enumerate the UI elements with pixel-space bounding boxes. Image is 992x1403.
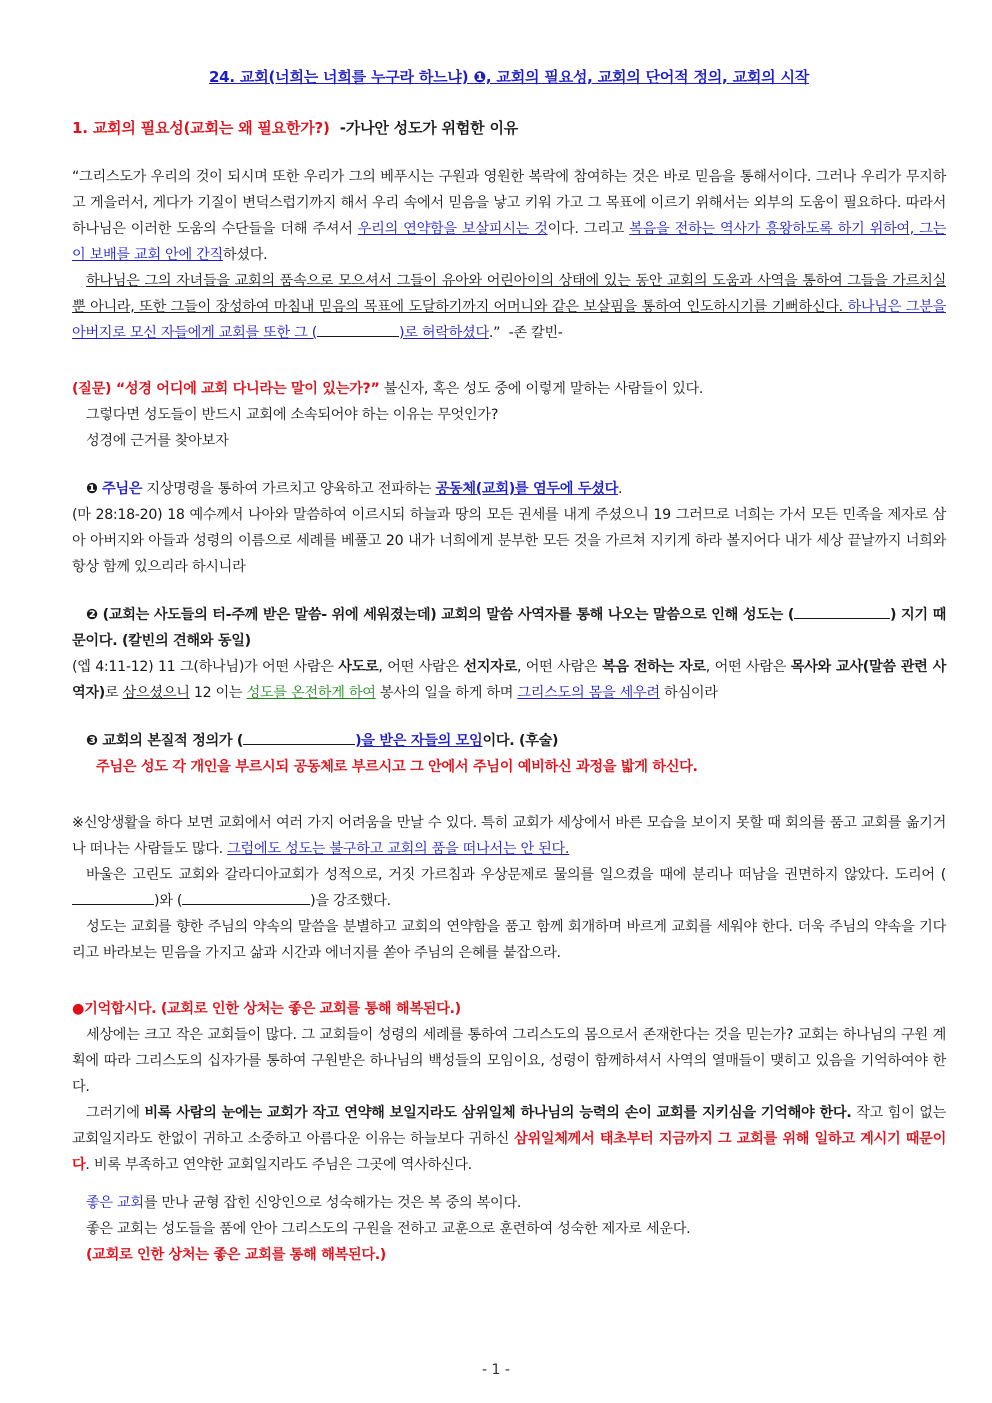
point-1-subject: 주님은: [101, 481, 143, 497]
question-label: (질문) “성경 어디에 교회 다니라는 말이 있는가?”: [72, 381, 380, 397]
remember-red-bold: 삼위일체께서 태초부터 지금까지 그 교회를 위해 일하고 계시기 때문이다: [72, 1131, 946, 1173]
section-heading-sub: -가나안 성도가 위험한 이유: [339, 119, 519, 137]
point-3-red-line: 주님은 성도 각 개인을 부르시되 공동체로 부르시고 그 안에서 주님이 예비하신 과정을 밟게 하신다.: [96, 759, 698, 775]
note-text: 바울은 고린도 교회와 갈라디아교회가 성적으로, 거짓 가르침과 우상문제로 물의를 일으켰을 때에 분리나 떠남을 권면하지 않았다. 도리어 (: [86, 867, 946, 883]
point-3: [72, 728, 946, 754]
verse-text: 12 이는: [189, 685, 247, 701]
remember-bold: 비록 사람의 눈에는 교회가 작고 연약해 보일지라도 삼위일체 하나님의 능력의 손이 교회를 지키심을 기억해야 한다.: [144, 1105, 852, 1121]
verse-appointed: 삼으셨으니: [122, 685, 190, 701]
note-paragraph-2: [72, 862, 946, 914]
question-line-2: 그렇다면 성도들이 반드시 교회에 소속되어야 하는 이유는 무엇인가?: [86, 407, 499, 423]
point-number: ❷: [86, 607, 98, 623]
page-title: 24. 교회(너희는 너희를 누구라 하느냐) ❶, 교회의 필요성, 교회의 단어적 정의, 교회의 시작: [208, 68, 810, 86]
fill-blank[interactable]: [317, 321, 399, 337]
verse-equip: 성도를 온전하게 하여: [246, 685, 376, 701]
remember-heading: ●기억합시다. (교회로 인한 상처는 좋은 교회를 통해 해복된다.): [72, 1001, 461, 1017]
fill-blank[interactable]: [72, 889, 154, 905]
verse-pastor: 목사와 교사(말씀 관련 사역자): [72, 659, 946, 701]
fill-blank[interactable]: [243, 729, 355, 745]
fill-blank[interactable]: [794, 603, 890, 619]
verse-build: 그리스도의 몸을 세우려: [517, 685, 660, 701]
verse-prophet: 선지자로: [463, 659, 517, 675]
point-1: [72, 476, 946, 502]
good-church: 좋은 교회: [86, 1195, 144, 1211]
remember-text: . 비록 부족하고 연약한 교회일지라도 주님은 그곳에 역사하신다.: [85, 1157, 472, 1173]
page-number: - 1 -: [482, 1362, 510, 1378]
point-3-highlight: )을 받은 자들의 모임: [355, 733, 483, 749]
verse-text: (엡 4:11-12) 11 그(하나님)가 어떤 사람은: [72, 659, 339, 675]
point-1-text: 지상명령을 통하여 가르치고 양육하고 전파하는: [142, 481, 436, 497]
point-3-text-end: 이다. (후술): [482, 733, 559, 749]
note-text: )을 강조했다.: [310, 893, 391, 909]
verse-text: 하심이라: [659, 685, 718, 701]
point-3-text: 교회의 본질적 정의가 (: [102, 733, 244, 749]
remember-text: 그러기에: [86, 1105, 145, 1121]
question-line: [72, 376, 946, 402]
verse-text: , 어떤 사람은: [517, 659, 602, 675]
remember-closing: (교회로 인한 상처는 좋은 교회를 통해 해복된다.): [86, 1247, 386, 1263]
point-2-text-end: ) 지기 때문이다. (칼빈의 견해와 동일): [72, 607, 947, 649]
note-highlight: 그럼에도 성도는 불구하고 교회의 품을 떠나서는 안 된다.: [227, 841, 570, 857]
verse-text: 로: [105, 685, 123, 701]
remember-paragraph-2: [72, 1100, 946, 1178]
calvin-text: “그리스도가 우리의 것이 되시며 또한 우리가 그의 베푸시는 구원과 영원한 복락에 참여하는 것은 바로 믿음을 통해서이다. 그러나 우리가 무지하고 게을러서, 게다가 기질이 변덕스럽기까지 해서 우리 속에서 믿음을 낳고 키워 가고 그 목표에 이르기 위해서는 외부의 도움이 필요하다. 따라서 하나님은 이러한 도움의 수단들을 더해 주셔서: [72, 169, 946, 237]
point-1-focus: 공동체(교회)를 염두에 두셨다: [435, 481, 619, 497]
document-page: [72, 62, 946, 1268]
section-heading-main: 1. 교회의 필요성(교회는 왜 필요한가?): [72, 119, 330, 137]
calvin-text: .”: [488, 325, 501, 341]
verse-apostle: 사도로: [338, 659, 379, 675]
calvin-highlight-church-end: )로 허락하셨다: [398, 325, 489, 341]
remember-paragraph-3: [72, 1190, 946, 1216]
verse-text: 봉사의 일을 하게 하며: [375, 685, 518, 701]
calvin-highlight-church: 하나님은 그분을 아버지로 모신 자들에게 교회를 또한 그 (: [72, 299, 947, 341]
calvin-author: -존 칼빈-: [508, 325, 563, 341]
verse-text: , 어떤 사람은: [705, 659, 791, 675]
note-text: )와 (: [154, 893, 183, 909]
note-text: ※신앙생활을 하다 보면 교회에서 여러 가지 어려움을 만날 수 있다. 특히 교회가 세상에서 바른 모습을 보이지 못할 때 회의를 품고 교회를 옮기거나 떠나는 사람들도 많다.: [72, 815, 946, 857]
remember-paragraph-4: 좋은 교회는 성도들을 품에 안아 그리스도의 구원을 전하고 교훈으로 훈련하여 성숙한 제자로 세운다.: [86, 1221, 691, 1237]
point-number: ❶: [86, 481, 98, 497]
calvin-text-underlined: 하나님은 그의 자녀들을 교회의 품속으로 모으셔서 그들이 유아와 어린아이의 상태에 있는 동안 교회의 도움과 사역을 통하여 그들을 가르치실 뿐 아니라, 또한 그들이 장성하여 마침내 믿음의 목표에 도달하기까지 어머니와 같은 보살핌을 통하여 인도하시기를 기뻐하신다.: [72, 273, 946, 315]
remember-text: 를 만나 균형 잡힌 신앙인으로 성숙해가는 것은 복 중의 복이다.: [143, 1195, 522, 1211]
question-text: 불신자, 혹은 성도 중에 이렇게 말하는 사람들이 있다.: [379, 381, 704, 397]
point-2-verse: [72, 654, 946, 706]
question-line-3: 성경에 근거를 찾아보자: [86, 433, 229, 449]
calvin-highlight-care: 우리의 연약함을 보살피시는 것: [357, 221, 548, 237]
note-paragraph-3: 성도는 교회를 향한 주님의 약속의 말씀을 분별하고 교회의 연약함을 품고 함께 회개하며 바르게 교회를 세워야 한다. 더욱 주님의 약속을 기다리고 바라보는 믿음을 가지고 삶과 시간과 에너지를 쏟아 주님의 은혜를 붙잡으라.: [72, 919, 946, 961]
calvin-quote-paragraph-2: [72, 268, 946, 346]
section-heading: [72, 117, 946, 138]
point-2: [72, 602, 946, 654]
point-2-text: (교회는 사도들의 터-주께 받은 말씀- 위에 세워졌는데) 교회의 말씀 사역자를 통해 나오는 말씀으로 인해 성도는 (: [102, 607, 795, 623]
point-1-verse: (마 28:18-20) 18 예수께서 나아와 말씀하여 이르시되 하늘과 땅의 모든 권세를 내게 주셨으니 19 그러므로 너희는 가서 모든 민족을 제자로 삼아 아버지와 아들과 성령의 이름으로 세례를 베풀고 20 내가 너희에게 분부한 모든 것을 가르쳐 지키게 하라 볼지어다 내가 세상 끝날까지 너희와 항상 함께 있으리라 하시니라: [72, 507, 946, 575]
point-1-end: .: [618, 481, 623, 497]
note-paragraph-1: [72, 810, 946, 862]
calvin-quote-paragraph-1: [72, 164, 946, 268]
fill-blank[interactable]: [182, 889, 310, 905]
remember-text: 작고 힘이 없는 교회일지라도 한없이 귀하고 소중하고 아름다운 이유는 하늘보다 귀하신: [72, 1105, 946, 1147]
verse-evangelist: 복음 전하는 자로: [601, 659, 706, 675]
remember-paragraph-1: 세상에는 크고 작은 교회들이 많다. 그 교회들이 성령의 세례를 통하여 그리스도의 몸으로서 존재한다는 것을 믿는가? 교회는 하나님의 구원 계획에 따라 그리스도의 십자가를 통하여 구원받은 하나님의 백성들의 모임이요, 성령이 함께하셔서 사역의 열매들이 맺히고 있음을 기억하여야 한다.: [72, 1027, 946, 1095]
verse-text: , 어떤 사람은: [378, 659, 464, 675]
calvin-highlight-treasure: 복음을 전하는 역사가 흥왕하도록 하기 위하여, 그는 이 보배를 교회 안에 간직: [72, 221, 946, 263]
point-number: ❸: [86, 733, 98, 749]
calvin-text: 하셨다.: [222, 247, 268, 263]
calvin-text: 이다. 그리고: [547, 221, 630, 237]
